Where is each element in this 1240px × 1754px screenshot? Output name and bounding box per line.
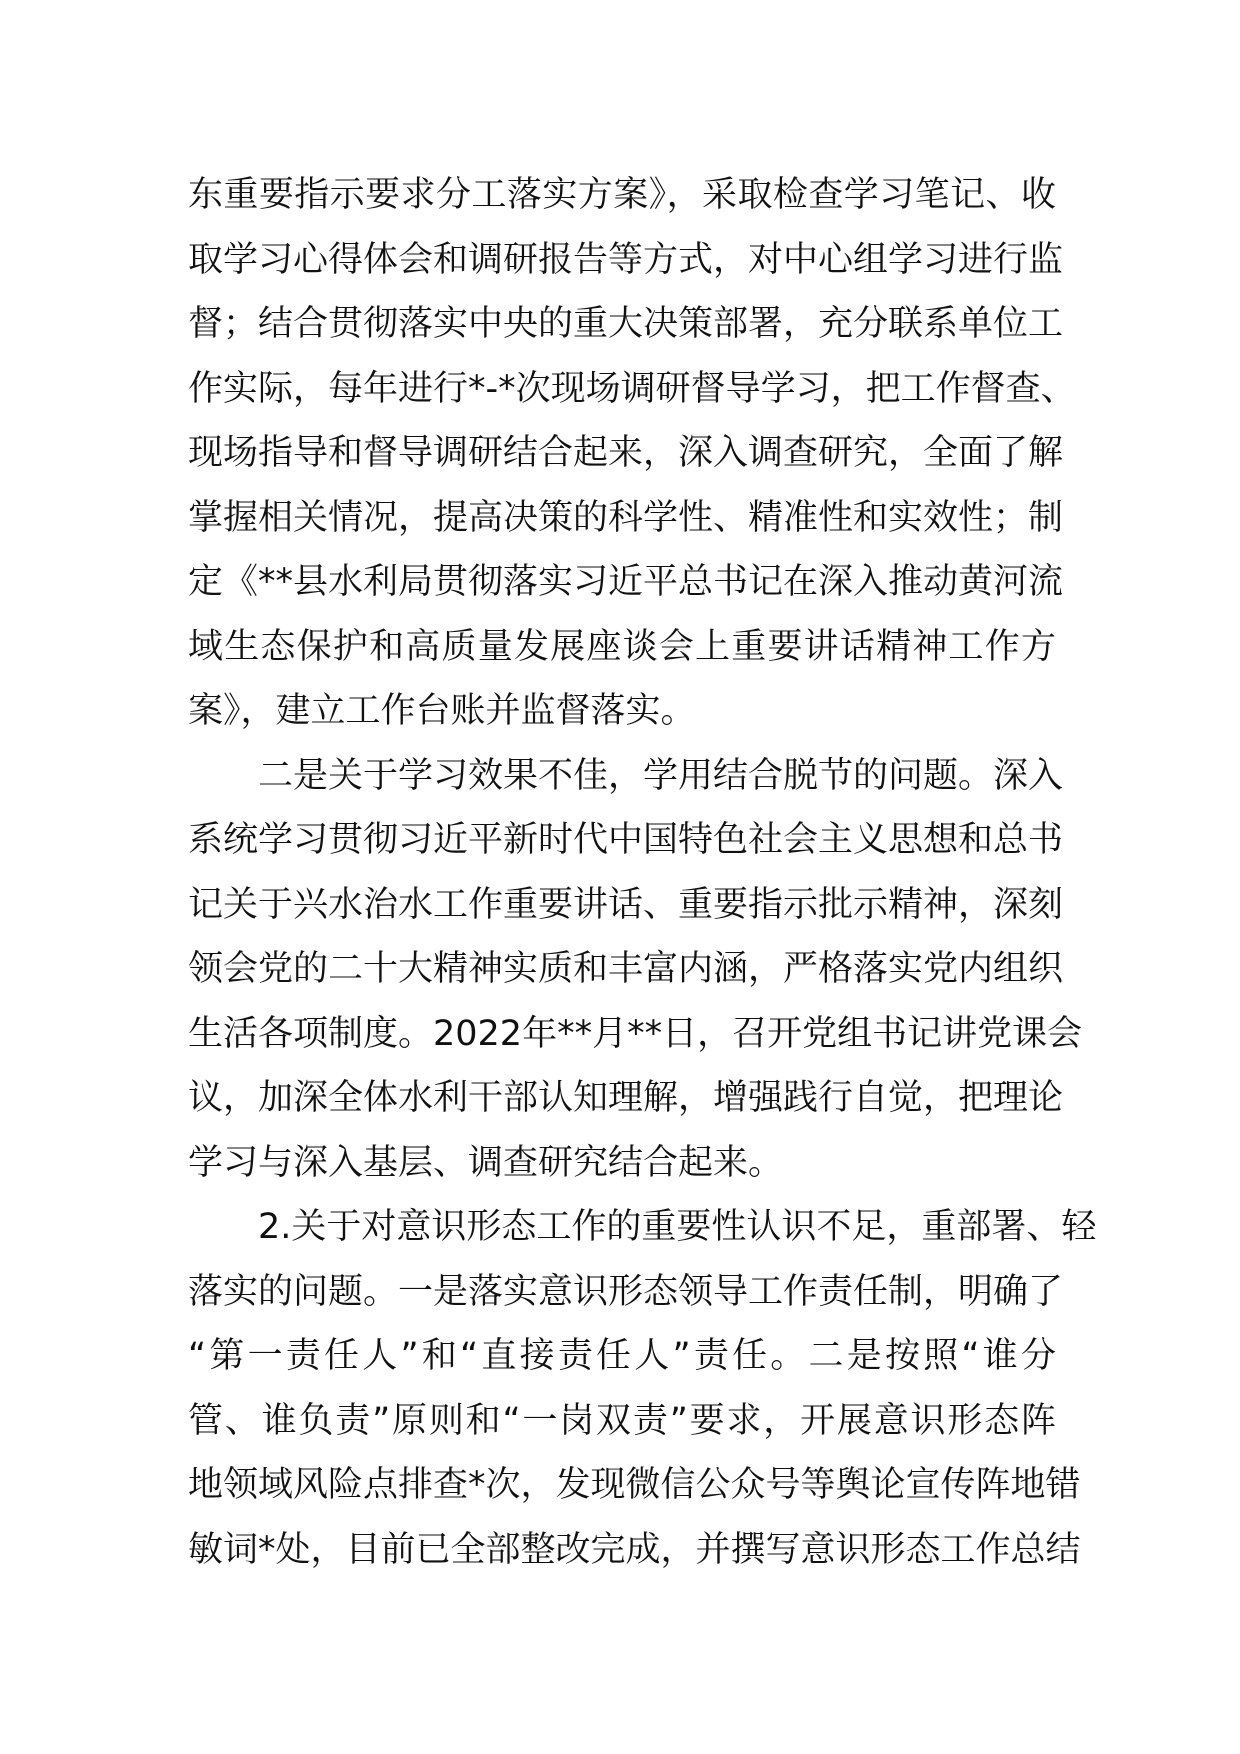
text-line: 议，加深全体水利干部认知理解，增强践行自觉，把理论 [188,1078,1064,1118]
text-line: 生活各项制度。2022年**月**日，召开党组书记讲党课会 [188,1013,1083,1054]
document-body [188,163,1097,1582]
text-line: 记关于兴水治水工作重要讲话、重要指示批示精神，深刻 [188,884,1064,925]
paragraph-start-line: 二是关于学习效果不佳，学用结合脱节的问题。深入 [258,755,1064,796]
text-line: 督；结合贯彻落实中央的重大决策部署，充分联系单位工 [188,304,1064,344]
text-line: 敏词*处，目前已全部整改完成，并撰写意识形态工作总结 [188,1529,1081,1570]
text-line: 掌握相关情况，提高决策的科学性、精准性和实效性；制 [188,497,1064,538]
text-line: 管、谁负责”原则和“一岗双责”要求，开展意识形态阵 [188,1400,1056,1441]
text-line: 现场指导和督导调研结合起来，深入调查研究，全面了解 [188,433,1064,473]
paragraph-start-line: 2.关于对意识形态工作的重要性认识不足，重部署、轻 [258,1207,1097,1247]
text-line: 取学习心得体会和调研报告等方式，对中心组学习进行监 [188,239,1064,280]
text-line: “第一责任人”和“直接责任人”责任。二是按照“谁分 [188,1336,1056,1376]
text-line: 落实的问题。一是落实意识形态领导工作责任制，明确了 [188,1271,1064,1312]
text-line: 域生态保护和高质量发展座谈会上重要讲话精神工作方 [188,626,1056,667]
text-line: 东重要指示要求分工落实方案》，采取检查学习笔记、收 [188,175,1056,215]
text-line: 作实际，每年进行*-*次现场调研督导学习，把工作督查、 [188,368,1076,409]
text-line: 地领域风险点排查*次，发现微信公众号等舆论宣传阵地错 [188,1465,1081,1505]
paragraph-end-line: 案》，建立工作台账并监督落实。 [188,691,696,731]
text-line: 领会党的二十大精神实质和丰富内涵，严格落实党内组织 [188,949,1064,989]
paragraph-end-line: 学习与深入基层、调查研究结合起来。 [188,1142,784,1183]
text-line: 定《**县水利局贯彻落实习近平总书记在深入推动黄河流 [188,562,1064,602]
text-line: 系统学习贯彻习近平新时代中国特色社会主义思想和总书 [188,820,1064,860]
